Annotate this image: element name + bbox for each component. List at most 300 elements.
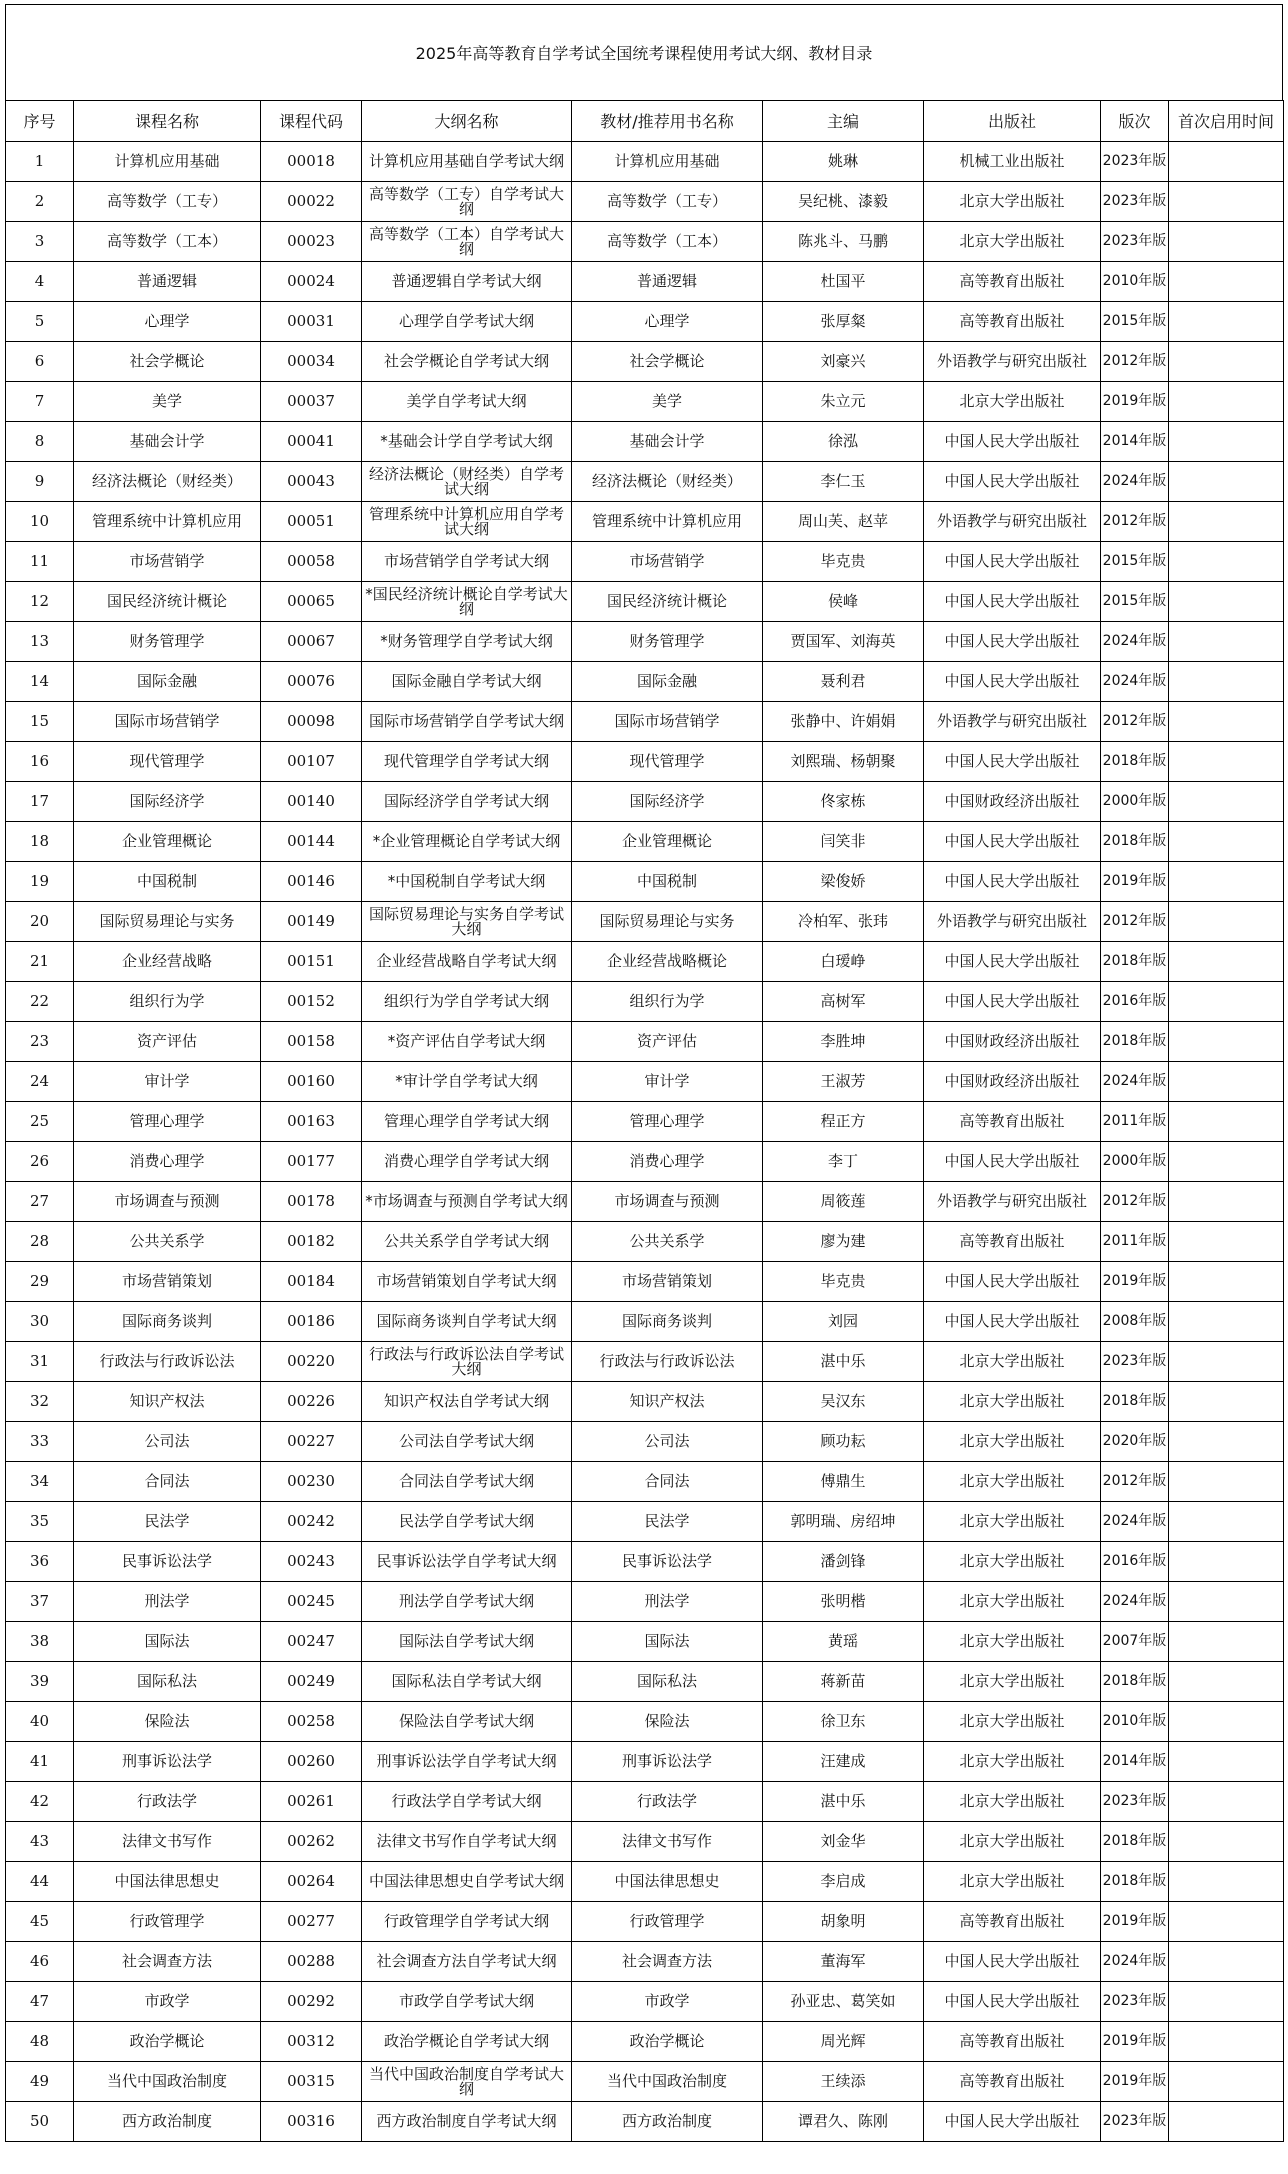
cell-first-use-time[interactable] — [1169, 1582, 1284, 1622]
cell-course-code[interactable]: 00058 — [261, 542, 362, 582]
cell-publisher[interactable]: 北京大学出版社 — [924, 382, 1101, 422]
cell-editor[interactable]: 李丁 — [763, 1142, 924, 1182]
cell-editor[interactable]: 朱立元 — [763, 382, 924, 422]
cell-editor[interactable]: 周光辉 — [763, 2022, 924, 2062]
cell-no[interactable]: 47 — [6, 1982, 74, 2022]
cell-syllabus-name[interactable]: *市场调查与预测自学考试大纲 — [362, 1182, 572, 1222]
cell-edition[interactable]: 2019年版 — [1101, 1902, 1169, 1942]
cell-edition[interactable]: 2015年版 — [1101, 302, 1169, 342]
cell-no[interactable]: 19 — [6, 862, 74, 902]
cell-course-code[interactable]: 00230 — [261, 1462, 362, 1502]
cell-publisher[interactable]: 外语教学与研究出版社 — [924, 342, 1101, 382]
cell-editor[interactable]: 潘剑锋 — [763, 1542, 924, 1582]
cell-publisher[interactable]: 北京大学出版社 — [924, 1782, 1101, 1822]
cell-syllabus-name[interactable]: *中国税制自学考试大纲 — [362, 862, 572, 902]
cell-editor[interactable]: 杜国平 — [763, 262, 924, 302]
cell-course-name[interactable]: 消费心理学 — [74, 1142, 261, 1182]
cell-no[interactable]: 38 — [6, 1622, 74, 1662]
cell-publisher[interactable]: 高等教育出版社 — [924, 2022, 1101, 2062]
cell-first-use-time[interactable] — [1169, 902, 1284, 942]
cell-syllabus-name[interactable]: 国际私法自学考试大纲 — [362, 1662, 572, 1702]
cell-edition[interactable]: 2014年版 — [1101, 1742, 1169, 1782]
cell-edition[interactable]: 2010年版 — [1101, 1702, 1169, 1742]
cell-course-code[interactable]: 00260 — [261, 1742, 362, 1782]
header-course-code[interactable]: 课程代码 — [261, 101, 362, 142]
cell-editor[interactable]: 贾国军、刘海英 — [763, 622, 924, 662]
cell-edition[interactable]: 2016年版 — [1101, 1542, 1169, 1582]
cell-no[interactable]: 9 — [6, 462, 74, 502]
cell-course-name[interactable]: 法律文书写作 — [74, 1822, 261, 1862]
cell-course-name[interactable]: 政治学概论 — [74, 2022, 261, 2062]
cell-syllabus-name[interactable]: *资产评估自学考试大纲 — [362, 1022, 572, 1062]
cell-first-use-time[interactable] — [1169, 1102, 1284, 1142]
cell-edition[interactable]: 2018年版 — [1101, 1862, 1169, 1902]
cell-editor[interactable]: 高树军 — [763, 982, 924, 1022]
cell-textbook-name[interactable]: 国际法 — [572, 1622, 763, 1662]
cell-course-code[interactable]: 00152 — [261, 982, 362, 1022]
cell-no[interactable]: 27 — [6, 1182, 74, 1222]
cell-edition[interactable]: 2010年版 — [1101, 262, 1169, 302]
cell-first-use-time[interactable] — [1169, 222, 1284, 262]
cell-course-name[interactable]: 社会学概论 — [74, 342, 261, 382]
header-syllabus-name[interactable]: 大纲名称 — [362, 101, 572, 142]
cell-syllabus-name[interactable]: *国民经济统计概论自学考试大纲 — [362, 582, 572, 622]
cell-course-name[interactable]: 国际金融 — [74, 662, 261, 702]
cell-first-use-time[interactable] — [1169, 1182, 1284, 1222]
cell-first-use-time[interactable] — [1169, 1542, 1284, 1582]
cell-textbook-name[interactable]: 市场调查与预测 — [572, 1182, 763, 1222]
cell-syllabus-name[interactable]: *基础会计学自学考试大纲 — [362, 422, 572, 462]
cell-course-name[interactable]: 行政管理学 — [74, 1902, 261, 1942]
cell-course-name[interactable]: 管理系统中计算机应用 — [74, 502, 261, 542]
cell-editor[interactable]: 廖为建 — [763, 1222, 924, 1262]
cell-course-name[interactable]: 民事诉讼法学 — [74, 1542, 261, 1582]
cell-course-code[interactable]: 00277 — [261, 1902, 362, 1942]
cell-syllabus-name[interactable]: 组织行为学自学考试大纲 — [362, 982, 572, 1022]
cell-course-name[interactable]: 国民经济统计概论 — [74, 582, 261, 622]
cell-edition[interactable]: 2024年版 — [1101, 1502, 1169, 1542]
cell-course-code[interactable]: 00264 — [261, 1862, 362, 1902]
cell-first-use-time[interactable] — [1169, 2102, 1284, 2142]
cell-syllabus-name[interactable]: 市政学自学考试大纲 — [362, 1982, 572, 2022]
cell-editor[interactable]: 胡象明 — [763, 1902, 924, 1942]
cell-edition[interactable]: 2024年版 — [1101, 1582, 1169, 1622]
cell-publisher[interactable]: 北京大学出版社 — [924, 1662, 1101, 1702]
cell-course-code[interactable]: 00031 — [261, 302, 362, 342]
cell-publisher[interactable]: 机械工业出版社 — [924, 142, 1101, 182]
cell-no[interactable]: 22 — [6, 982, 74, 1022]
cell-syllabus-name[interactable]: 管理系统中计算机应用自学考试大纲 — [362, 502, 572, 542]
cell-edition[interactable]: 2019年版 — [1101, 382, 1169, 422]
cell-editor[interactable]: 徐泓 — [763, 422, 924, 462]
cell-textbook-name[interactable]: 社会学概论 — [572, 342, 763, 382]
cell-first-use-time[interactable] — [1169, 382, 1284, 422]
cell-textbook-name[interactable]: 行政法与行政诉讼法 — [572, 1342, 763, 1382]
cell-publisher[interactable]: 高等教育出版社 — [924, 1222, 1101, 1262]
cell-no[interactable]: 2 — [6, 182, 74, 222]
cell-no[interactable]: 35 — [6, 1502, 74, 1542]
cell-editor[interactable]: 吴纪桃、漆毅 — [763, 182, 924, 222]
cell-textbook-name[interactable]: 行政法学 — [572, 1782, 763, 1822]
cell-textbook-name[interactable]: 西方政治制度 — [572, 2102, 763, 2142]
cell-first-use-time[interactable] — [1169, 2062, 1284, 2102]
cell-syllabus-name[interactable]: 经济法概论（财经类）自学考试大纲 — [362, 462, 572, 502]
cell-editor[interactable]: 冷柏军、张玮 — [763, 902, 924, 942]
cell-edition[interactable]: 2018年版 — [1101, 942, 1169, 982]
cell-syllabus-name[interactable]: 国际法自学考试大纲 — [362, 1622, 572, 1662]
cell-course-code[interactable]: 00041 — [261, 422, 362, 462]
cell-editor[interactable]: 蒋新苗 — [763, 1662, 924, 1702]
cell-editor[interactable]: 白瑷峥 — [763, 942, 924, 982]
cell-course-name[interactable]: 公共关系学 — [74, 1222, 261, 1262]
cell-edition[interactable]: 2018年版 — [1101, 742, 1169, 782]
cell-textbook-name[interactable]: 审计学 — [572, 1062, 763, 1102]
cell-course-code[interactable]: 00258 — [261, 1702, 362, 1742]
cell-publisher[interactable]: 外语教学与研究出版社 — [924, 902, 1101, 942]
cell-syllabus-name[interactable]: 市场营销学自学考试大纲 — [362, 542, 572, 582]
cell-textbook-name[interactable]: 知识产权法 — [572, 1382, 763, 1422]
cell-textbook-name[interactable]: 组织行为学 — [572, 982, 763, 1022]
cell-first-use-time[interactable] — [1169, 582, 1284, 622]
cell-course-name[interactable]: 国际私法 — [74, 1662, 261, 1702]
cell-no[interactable]: 21 — [6, 942, 74, 982]
cell-syllabus-name[interactable]: 中国法律思想史自学考试大纲 — [362, 1862, 572, 1902]
cell-edition[interactable]: 2018年版 — [1101, 822, 1169, 862]
cell-edition[interactable]: 2015年版 — [1101, 542, 1169, 582]
cell-course-name[interactable]: 市场营销策划 — [74, 1262, 261, 1302]
cell-publisher[interactable]: 中国人民大学出版社 — [924, 462, 1101, 502]
cell-first-use-time[interactable] — [1169, 1462, 1284, 1502]
cell-course-name[interactable]: 财务管理学 — [74, 622, 261, 662]
cell-edition[interactable]: 2023年版 — [1101, 1982, 1169, 2022]
cell-textbook-name[interactable]: 市场营销策划 — [572, 1262, 763, 1302]
cell-edition[interactable]: 2014年版 — [1101, 422, 1169, 462]
cell-textbook-name[interactable]: 国际商务谈判 — [572, 1302, 763, 1342]
cell-editor[interactable]: 周筱莲 — [763, 1182, 924, 1222]
cell-course-name[interactable]: 刑法学 — [74, 1582, 261, 1622]
cell-course-code[interactable]: 00018 — [261, 142, 362, 182]
cell-publisher[interactable]: 中国人民大学出版社 — [924, 822, 1101, 862]
cell-first-use-time[interactable] — [1169, 1222, 1284, 1262]
cell-no[interactable]: 7 — [6, 382, 74, 422]
cell-edition[interactable]: 2000年版 — [1101, 1142, 1169, 1182]
cell-editor[interactable]: 程正方 — [763, 1102, 924, 1142]
cell-textbook-name[interactable]: 当代中国政治制度 — [572, 2062, 763, 2102]
cell-course-name[interactable]: 刑事诉讼法学 — [74, 1742, 261, 1782]
cell-course-code[interactable]: 00065 — [261, 582, 362, 622]
cell-publisher[interactable]: 中国人民大学出版社 — [924, 982, 1101, 1022]
cell-no[interactable]: 30 — [6, 1302, 74, 1342]
cell-course-code[interactable]: 00186 — [261, 1302, 362, 1342]
cell-course-code[interactable]: 00227 — [261, 1422, 362, 1462]
cell-textbook-name[interactable]: 现代管理学 — [572, 742, 763, 782]
cell-course-code[interactable]: 00034 — [261, 342, 362, 382]
cell-textbook-name[interactable]: 美学 — [572, 382, 763, 422]
cell-editor[interactable]: 佟家栋 — [763, 782, 924, 822]
cell-textbook-name[interactable]: 心理学 — [572, 302, 763, 342]
cell-no[interactable]: 40 — [6, 1702, 74, 1742]
cell-first-use-time[interactable] — [1169, 1702, 1284, 1742]
cell-edition[interactable]: 2012年版 — [1101, 1462, 1169, 1502]
cell-first-use-time[interactable] — [1169, 1902, 1284, 1942]
cell-first-use-time[interactable] — [1169, 662, 1284, 702]
cell-no[interactable]: 36 — [6, 1542, 74, 1582]
cell-course-code[interactable]: 00182 — [261, 1222, 362, 1262]
cell-edition[interactable]: 2011年版 — [1101, 1222, 1169, 1262]
cell-editor[interactable]: 刘园 — [763, 1302, 924, 1342]
cell-textbook-name[interactable]: 国民经济统计概论 — [572, 582, 763, 622]
cell-edition[interactable]: 2019年版 — [1101, 862, 1169, 902]
cell-publisher[interactable]: 中国人民大学出版社 — [924, 862, 1101, 902]
cell-first-use-time[interactable] — [1169, 262, 1284, 302]
cell-syllabus-name[interactable]: 社会调查方法自学考试大纲 — [362, 1942, 572, 1982]
cell-textbook-name[interactable]: 民事诉讼法学 — [572, 1542, 763, 1582]
header-editor[interactable]: 主编 — [763, 101, 924, 142]
cell-course-code[interactable]: 00262 — [261, 1822, 362, 1862]
cell-textbook-name[interactable]: 资产评估 — [572, 1022, 763, 1062]
cell-syllabus-name[interactable]: 美学自学考试大纲 — [362, 382, 572, 422]
cell-course-name[interactable]: 公司法 — [74, 1422, 261, 1462]
cell-no[interactable]: 41 — [6, 1742, 74, 1782]
cell-textbook-name[interactable]: 国际贸易理论与实务 — [572, 902, 763, 942]
cell-syllabus-name[interactable]: 行政法学自学考试大纲 — [362, 1782, 572, 1822]
cell-course-name[interactable]: 行政法学 — [74, 1782, 261, 1822]
cell-course-name[interactable]: 国际法 — [74, 1622, 261, 1662]
table-title-cell[interactable] — [5, 4, 1283, 100]
cell-textbook-name[interactable]: 企业经营战略概论 — [572, 942, 763, 982]
cell-no[interactable]: 43 — [6, 1822, 74, 1862]
cell-course-code[interactable]: 00261 — [261, 1782, 362, 1822]
cell-editor[interactable]: 毕克贵 — [763, 1262, 924, 1302]
cell-textbook-name[interactable]: 普通逻辑 — [572, 262, 763, 302]
cell-course-code[interactable]: 00051 — [261, 502, 362, 542]
header-no[interactable]: 序号 — [6, 101, 74, 142]
cell-course-code[interactable]: 00098 — [261, 702, 362, 742]
cell-course-name[interactable]: 审计学 — [74, 1062, 261, 1102]
cell-editor[interactable]: 孙亚忠、葛笑如 — [763, 1982, 924, 2022]
cell-editor[interactable]: 梁俊娇 — [763, 862, 924, 902]
cell-edition[interactable]: 2024年版 — [1101, 1942, 1169, 1982]
cell-edition[interactable]: 2018年版 — [1101, 1382, 1169, 1422]
cell-textbook-name[interactable]: 财务管理学 — [572, 622, 763, 662]
cell-syllabus-name[interactable]: 国际金融自学考试大纲 — [362, 662, 572, 702]
cell-course-code[interactable]: 00144 — [261, 822, 362, 862]
cell-syllabus-name[interactable]: 高等数学（工专）自学考试大纲 — [362, 182, 572, 222]
cell-no[interactable]: 17 — [6, 782, 74, 822]
cell-editor[interactable]: 湛中乐 — [763, 1342, 924, 1382]
cell-textbook-name[interactable]: 市政学 — [572, 1982, 763, 2022]
cell-syllabus-name[interactable]: 当代中国政治制度自学考试大纲 — [362, 2062, 572, 2102]
cell-syllabus-name[interactable]: 国际贸易理论与实务自学考试大纲 — [362, 902, 572, 942]
cell-no[interactable]: 5 — [6, 302, 74, 342]
cell-publisher[interactable]: 北京大学出版社 — [924, 1462, 1101, 1502]
cell-publisher[interactable]: 北京大学出版社 — [924, 1742, 1101, 1782]
cell-publisher[interactable]: 高等教育出版社 — [924, 2062, 1101, 2102]
cell-textbook-name[interactable]: 消费心理学 — [572, 1142, 763, 1182]
cell-editor[interactable]: 张静中、许娟娟 — [763, 702, 924, 742]
cell-syllabus-name[interactable]: 普通逻辑自学考试大纲 — [362, 262, 572, 302]
cell-edition[interactable]: 2012年版 — [1101, 902, 1169, 942]
cell-first-use-time[interactable] — [1169, 1782, 1284, 1822]
cell-course-code[interactable]: 00160 — [261, 1062, 362, 1102]
cell-edition[interactable]: 2023年版 — [1101, 182, 1169, 222]
cell-first-use-time[interactable] — [1169, 1502, 1284, 1542]
cell-course-code[interactable]: 00315 — [261, 2062, 362, 2102]
cell-syllabus-name[interactable]: 法律文书写作自学考试大纲 — [362, 1822, 572, 1862]
cell-editor[interactable]: 湛中乐 — [763, 1782, 924, 1822]
cell-textbook-name[interactable]: 政治学概论 — [572, 2022, 763, 2062]
cell-publisher[interactable]: 北京大学出版社 — [924, 1862, 1101, 1902]
cell-first-use-time[interactable] — [1169, 542, 1284, 582]
cell-editor[interactable]: 傅鼎生 — [763, 1462, 924, 1502]
cell-no[interactable]: 14 — [6, 662, 74, 702]
cell-first-use-time[interactable] — [1169, 782, 1284, 822]
cell-course-code[interactable]: 00220 — [261, 1342, 362, 1382]
cell-syllabus-name[interactable]: 知识产权法自学考试大纲 — [362, 1382, 572, 1422]
cell-no[interactable]: 6 — [6, 342, 74, 382]
cell-editor[interactable]: 谭君久、陈刚 — [763, 2102, 924, 2142]
cell-course-code[interactable]: 00316 — [261, 2102, 362, 2142]
cell-course-code[interactable]: 00242 — [261, 1502, 362, 1542]
cell-editor[interactable]: 黄瑶 — [763, 1622, 924, 1662]
cell-edition[interactable]: 2023年版 — [1101, 1342, 1169, 1382]
cell-first-use-time[interactable] — [1169, 1422, 1284, 1462]
cell-course-code[interactable]: 00043 — [261, 462, 362, 502]
cell-syllabus-name[interactable]: 市场营销策划自学考试大纲 — [362, 1262, 572, 1302]
cell-textbook-name[interactable]: 公司法 — [572, 1422, 763, 1462]
cell-publisher[interactable]: 中国财政经济出版社 — [924, 1062, 1101, 1102]
cell-first-use-time[interactable] — [1169, 1262, 1284, 1302]
cell-first-use-time[interactable] — [1169, 302, 1284, 342]
cell-publisher[interactable]: 北京大学出版社 — [924, 1502, 1101, 1542]
cell-course-name[interactable]: 企业经营战略 — [74, 942, 261, 982]
cell-no[interactable]: 39 — [6, 1662, 74, 1702]
cell-edition[interactable]: 2024年版 — [1101, 622, 1169, 662]
cell-publisher[interactable]: 中国人民大学出版社 — [924, 1262, 1101, 1302]
cell-publisher[interactable]: 高等教育出版社 — [924, 262, 1101, 302]
cell-course-code[interactable]: 00023 — [261, 222, 362, 262]
header-edition[interactable]: 版次 — [1101, 101, 1169, 142]
header-publisher[interactable]: 出版社 — [924, 101, 1101, 142]
cell-no[interactable]: 48 — [6, 2022, 74, 2062]
cell-first-use-time[interactable] — [1169, 1022, 1284, 1062]
cell-editor[interactable]: 徐卫东 — [763, 1702, 924, 1742]
cell-publisher[interactable]: 中国人民大学出版社 — [924, 1302, 1101, 1342]
cell-course-name[interactable]: 现代管理学 — [74, 742, 261, 782]
cell-edition[interactable]: 2000年版 — [1101, 782, 1169, 822]
cell-no[interactable]: 3 — [6, 222, 74, 262]
cell-textbook-name[interactable]: 刑事诉讼法学 — [572, 1742, 763, 1782]
cell-publisher[interactable]: 北京大学出版社 — [924, 222, 1101, 262]
cell-publisher[interactable]: 外语教学与研究出版社 — [924, 1182, 1101, 1222]
cell-editor[interactable]: 王续添 — [763, 2062, 924, 2102]
cell-editor[interactable]: 张明楷 — [763, 1582, 924, 1622]
cell-syllabus-name[interactable]: 行政管理学自学考试大纲 — [362, 1902, 572, 1942]
cell-editor[interactable]: 闫笑非 — [763, 822, 924, 862]
cell-no[interactable]: 42 — [6, 1782, 74, 1822]
cell-edition[interactable]: 2023年版 — [1101, 2102, 1169, 2142]
cell-no[interactable]: 31 — [6, 1342, 74, 1382]
cell-edition[interactable]: 2018年版 — [1101, 1662, 1169, 1702]
cell-no[interactable]: 1 — [6, 142, 74, 182]
cell-no[interactable]: 15 — [6, 702, 74, 742]
cell-edition[interactable]: 2015年版 — [1101, 582, 1169, 622]
cell-course-name[interactable]: 社会调查方法 — [74, 1942, 261, 1982]
cell-course-code[interactable]: 00292 — [261, 1982, 362, 2022]
cell-publisher[interactable]: 中国财政经济出版社 — [924, 1022, 1101, 1062]
cell-publisher[interactable]: 中国人民大学出版社 — [924, 1942, 1101, 1982]
cell-first-use-time[interactable] — [1169, 502, 1284, 542]
cell-course-code[interactable]: 00140 — [261, 782, 362, 822]
cell-textbook-name[interactable]: 高等数学（工本） — [572, 222, 763, 262]
cell-edition[interactable]: 2020年版 — [1101, 1422, 1169, 1462]
cell-edition[interactable]: 2019年版 — [1101, 1262, 1169, 1302]
cell-no[interactable]: 50 — [6, 2102, 74, 2142]
cell-course-code[interactable]: 00067 — [261, 622, 362, 662]
cell-edition[interactable]: 2024年版 — [1101, 662, 1169, 702]
cell-publisher[interactable]: 中国人民大学出版社 — [924, 662, 1101, 702]
cell-first-use-time[interactable] — [1169, 622, 1284, 662]
cell-course-name[interactable]: 行政法与行政诉讼法 — [74, 1342, 261, 1382]
cell-edition[interactable]: 2024年版 — [1101, 1062, 1169, 1102]
cell-editor[interactable]: 侯峰 — [763, 582, 924, 622]
cell-publisher[interactable]: 北京大学出版社 — [924, 182, 1101, 222]
cell-course-name[interactable]: 基础会计学 — [74, 422, 261, 462]
cell-publisher[interactable]: 高等教育出版社 — [924, 302, 1101, 342]
header-course-name[interactable]: 课程名称 — [74, 101, 261, 142]
cell-no[interactable]: 24 — [6, 1062, 74, 1102]
cell-first-use-time[interactable] — [1169, 462, 1284, 502]
cell-edition[interactable]: 2012年版 — [1101, 502, 1169, 542]
cell-editor[interactable]: 李启成 — [763, 1862, 924, 1902]
cell-first-use-time[interactable] — [1169, 1342, 1284, 1382]
cell-textbook-name[interactable]: 合同法 — [572, 1462, 763, 1502]
cell-syllabus-name[interactable]: 管理心理学自学考试大纲 — [362, 1102, 572, 1142]
cell-editor[interactable]: 聂利君 — [763, 662, 924, 702]
cell-textbook-name[interactable]: 刑法学 — [572, 1582, 763, 1622]
cell-textbook-name[interactable]: 行政管理学 — [572, 1902, 763, 1942]
cell-syllabus-name[interactable]: 刑法学自学考试大纲 — [362, 1582, 572, 1622]
cell-course-code[interactable]: 00024 — [261, 262, 362, 302]
cell-textbook-name[interactable]: 保险法 — [572, 1702, 763, 1742]
cell-textbook-name[interactable]: 国际经济学 — [572, 782, 763, 822]
cell-first-use-time[interactable] — [1169, 1822, 1284, 1862]
cell-editor[interactable]: 周山芙、赵苹 — [763, 502, 924, 542]
cell-no[interactable]: 20 — [6, 902, 74, 942]
cell-course-code[interactable]: 00151 — [261, 942, 362, 982]
cell-no[interactable]: 11 — [6, 542, 74, 582]
cell-course-code[interactable]: 00247 — [261, 1622, 362, 1662]
cell-first-use-time[interactable] — [1169, 1742, 1284, 1782]
cell-syllabus-name[interactable]: 西方政治制度自学考试大纲 — [362, 2102, 572, 2142]
cell-textbook-name[interactable]: 基础会计学 — [572, 422, 763, 462]
cell-no[interactable]: 45 — [6, 1902, 74, 1942]
cell-course-name[interactable]: 普通逻辑 — [74, 262, 261, 302]
cell-textbook-name[interactable]: 国际市场营销学 — [572, 702, 763, 742]
cell-edition[interactable]: 2023年版 — [1101, 222, 1169, 262]
cell-syllabus-name[interactable]: 保险法自学考试大纲 — [362, 1702, 572, 1742]
cell-no[interactable]: 12 — [6, 582, 74, 622]
cell-course-name[interactable]: 经济法概论（财经类） — [74, 462, 261, 502]
cell-textbook-name[interactable]: 高等数学（工专） — [572, 182, 763, 222]
cell-course-name[interactable]: 保险法 — [74, 1702, 261, 1742]
cell-no[interactable]: 10 — [6, 502, 74, 542]
cell-editor[interactable]: 毕克贵 — [763, 542, 924, 582]
cell-syllabus-name[interactable]: 国际经济学自学考试大纲 — [362, 782, 572, 822]
cell-publisher[interactable]: 北京大学出版社 — [924, 1542, 1101, 1582]
cell-course-code[interactable]: 00037 — [261, 382, 362, 422]
cell-publisher[interactable]: 中国人民大学出版社 — [924, 742, 1101, 782]
